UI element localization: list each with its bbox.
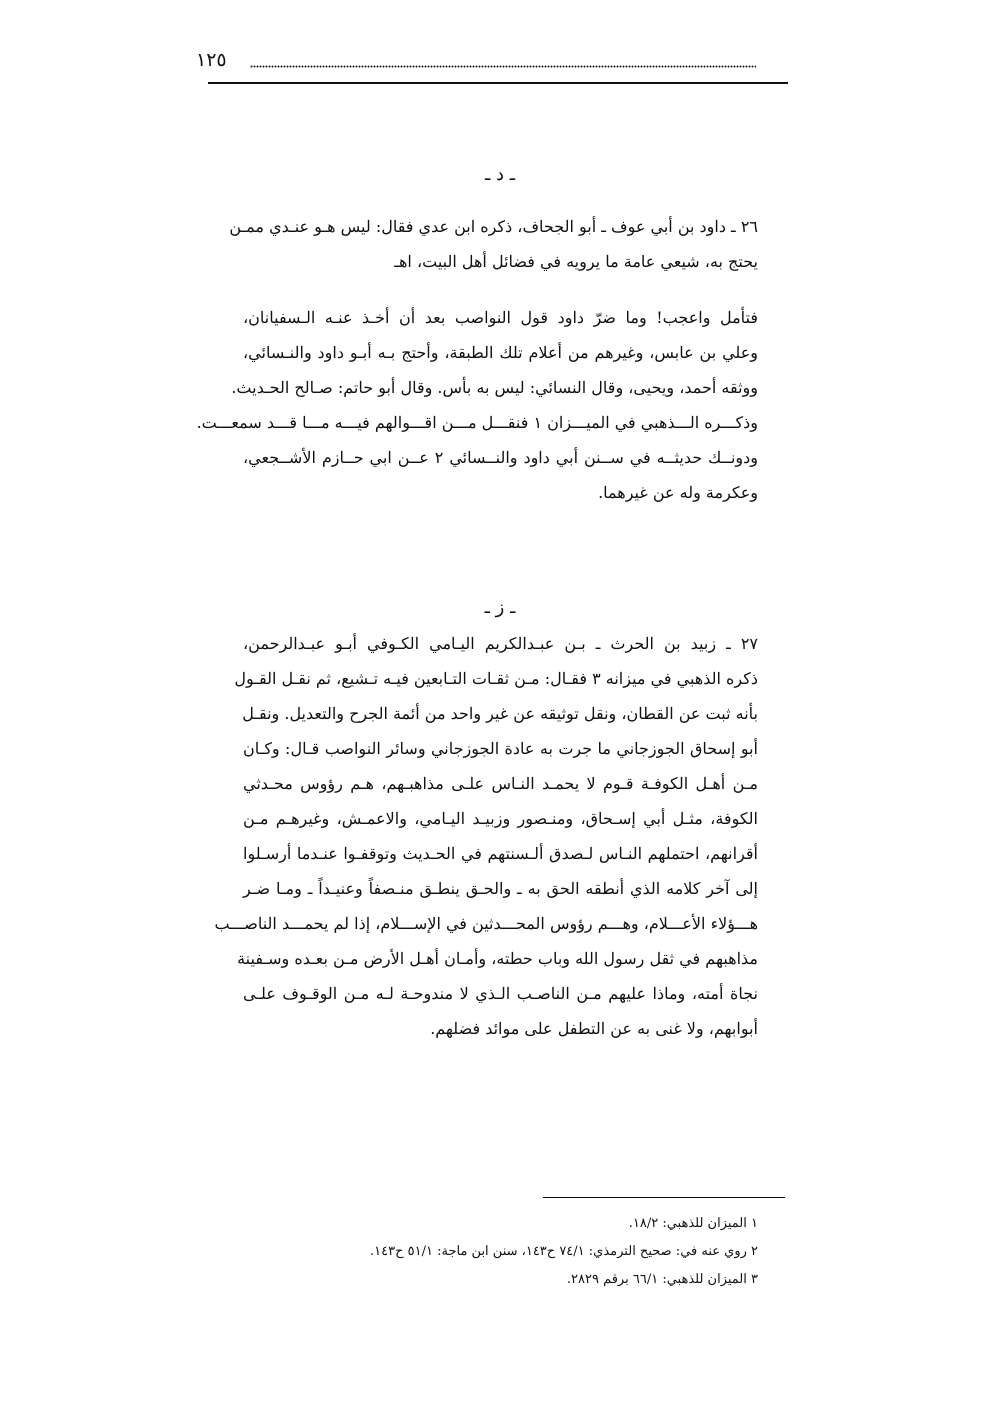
footnote-rule bbox=[543, 1197, 785, 1198]
footnote-1: ١ الميزان للذهبي: ١٨/٢. bbox=[628, 1216, 758, 1231]
text-line: بأنه ثبت عن القطان، ونقل توثيقه عن غير واحد من أئمة الجرح والتعديل. ونقـل bbox=[242, 704, 758, 723]
commentary-paragraph bbox=[196, 300, 758, 510]
header-dotted-leader bbox=[250, 65, 756, 71]
text-line: ووثقه أحمد، ويحيى، وقال النسائي: ليس به بأس. وقال أبو حاتم: صـالح الحـديث. bbox=[231, 378, 758, 397]
footnote-2: ٢ روي عنه في: صحيح الترمذي: ٧٤/١ ح١٤٣، سنن ابن ماجة: ٥١/١ ح١٤٣. bbox=[370, 1244, 758, 1259]
text-line: أبو إسحاق الجوزجاني ما جرت به عادة الجوزجاني وسائر النواصب قـال: وكـان bbox=[243, 739, 758, 758]
text-line: ٢٦ ـ داود بن أبي عوف ـ أبو الجحاف، ذكره ابن عدي فقال: ليس هـو عنـدي ممـن bbox=[229, 217, 758, 236]
page-number: ١٢٥ bbox=[196, 49, 227, 71]
text-line: ودونــك حديثــه في ســنن أبي داود والنــسائي ٢ عــن ابي حــازم الأشــجعي، bbox=[243, 448, 758, 467]
text-line: وعكرمة وله عن غيرهما. bbox=[598, 483, 758, 502]
text-line: مذاهبهم في ثقل رسول الله وباب حطته، وأمـان أهـل الأرض مـن بعـده وسـفينة bbox=[237, 949, 758, 968]
text-line: أقرانهم، احتملهم النـاس لـصدق ألـسنتهم في الحـديث وتوقفـوا عنـدما أرسـلوا bbox=[243, 844, 758, 863]
text-line: فتأمل واعجب! وما ضرّ داود قول النواصب بعد أن أخـذ عنـه الـسفيانان، bbox=[243, 308, 758, 327]
entry-26-paragraph bbox=[229, 209, 758, 279]
section-heading-zay: ـ ز ـ bbox=[484, 597, 516, 618]
header-rule bbox=[208, 82, 788, 84]
text-line: ٢٧ ـ زبيد بن الحرث ـ بـن عبـدالكريم اليـامي الكـوفي أبـو عبـدالرحمن، bbox=[243, 634, 758, 653]
text-line: مـن أهـل الكوفـة قـوم لا يحمـد النـاس علـى مذاهبـهم، هـم رؤوس محـدثي bbox=[243, 774, 758, 793]
text-line: الكوفة، مثـل أبي إسـحاق، ومنـصور وزبيـد اليـامي، والاعمـش، وغيرهـم مـن bbox=[243, 809, 758, 828]
text-line: وذكـــره الـــذهبي في الميـــزان ١ فنقـــل مـــن اقـــوالهم فيـــه مـــا قـــد سمعـــت. bbox=[196, 413, 758, 432]
section-heading-dal: ـ د ـ bbox=[484, 164, 515, 185]
entry-27-paragraph bbox=[214, 626, 758, 1046]
text-line: أبوابهم، ولا غنى به عن التطفل على موائد فضلهم. bbox=[430, 1019, 758, 1038]
text-line: إلى آخر كلامه الذي أنطقه الحق به ـ والحـق ينطـق منـصفاً وعنيـداً ـ ومـا ضـر bbox=[243, 879, 758, 898]
footnotes bbox=[243, 1210, 758, 1294]
text-line: وعلي بن عابس، وغيرهم من أعلام تلك الطبقة، وأحتج بـه أبـو داود والنـسائي، bbox=[243, 343, 758, 362]
text-line: هـــؤلاء الأعـــلام، وهـــم رؤوس المحـــدثين في الإســـلام، إذا لم يحمـــد الناصـــب bbox=[214, 914, 758, 933]
text-line: ذكره الذهبي في ميزانه ٣ فقـال: مـن ثقـات التـابعين فيـه تـشيع، ثم نقـل القـول bbox=[234, 669, 758, 688]
text-line: نجاة أمته، وماذا عليهم مـن الناصـب الـذي لا مندوحـة لـه مـن الوقـوف علـى bbox=[243, 984, 758, 1003]
text-line: يحتج به، شيعي عامة ما يرويه في فضائل أهل البيت، اهـ bbox=[394, 252, 758, 271]
footnote-3: ٣ الميزان للذهبي: ٦٦/١ برقم ٢٨٢٩. bbox=[566, 1272, 758, 1287]
